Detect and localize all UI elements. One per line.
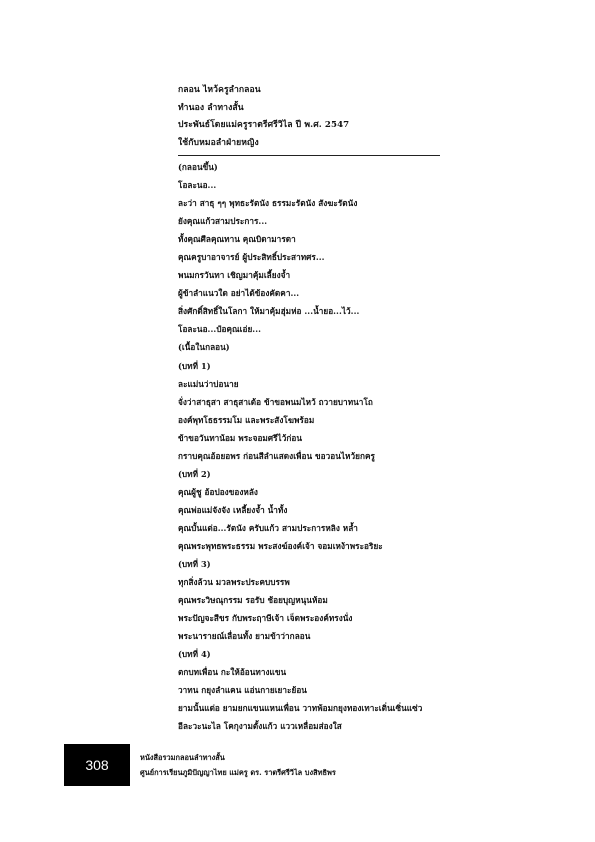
poem-line: องค์พุทโธธรรมโม และพระสังโฆพร้อม — [178, 414, 315, 425]
poem-line: คุณบั้นแต่อ...รัตนัง ครับแก้ว สามประการหลิง หล้ำ — [178, 522, 358, 533]
poem-line: จั่งว่าสาธุสา สาธุสาเด้อ ข้าขอพนมไหว้ ถวายบาทนาโถ — [178, 396, 373, 407]
poem-line: ทุกสิ่งล้วน มวลพระประคบบรรพ — [178, 577, 290, 588]
poem-line: คุณครูบาอาจารย์ ผู้ประสิทธิ์ประสาทศร... — [178, 252, 325, 263]
poem-line: ทั้งคุณศีลคุณทาน คุณบิดามารดา — [178, 234, 296, 245]
poem-line: (บทที่ 2) — [178, 468, 211, 479]
poem-body — [178, 158, 468, 736]
page-number: 308 — [85, 757, 109, 773]
footer-publisher: ศูนย์การเรียนภูมิปัญญาไทย แม่ครู ดร. ราตรีศรีวิไล บงสิทธิพร — [140, 767, 336, 777]
page-footer — [64, 744, 424, 790]
poem-line: คุณพ่อแม่จังจัง เหลี้ยงจ้ำ น้ำทั้ง — [178, 504, 288, 515]
poem-line: กราบคุณอ้อยอพร ก่อนสีลำแสดงเพื่อน ขอวอนไหว้ยกครู — [178, 450, 375, 461]
poem-line: อีละวะนะไล โคกุงามตั้งแก้ว แววเหลื่อมส่องใส — [178, 721, 342, 732]
poem-line: สิ่งศักดิ์สิทธิ์ในโลกา ให้มาคุ้มฮุ่มห่อ ...น้ำยอ...ไว้... — [178, 306, 360, 317]
footer-book-title: หนังสือรวมกลอนลำทางสั้น — [140, 753, 225, 762]
poem-usage: ใช้กับหมอลำฝ่ายหญิง — [178, 137, 259, 148]
poem-line: ตกบทเพื่อน กะให้อ้อนทางแขน — [178, 667, 287, 678]
poem-line: พนมกรวันทา เชิญมาคุ้มเลี้ยงจ้ำ — [178, 270, 291, 281]
poem-line: โอละนอ...ป๋อคุณเอ่ย... — [178, 324, 261, 335]
poem-line: ยามนั้นแด่อ ยามยกแขนแหนเพื่อน วาทพ้อมกยุงทองเทาะเติ่นเซิ่นแซ่ว — [178, 703, 423, 714]
poem-line: (เนื้อในกลอน) — [178, 342, 230, 353]
poem-line: คุณพระวิษณุกรรม รอรับ ช้อยบุญหนุนห้อม — [178, 595, 328, 606]
header-divider — [178, 155, 440, 156]
poem-header — [178, 82, 438, 152]
poem-line: (บทที่ 3) — [178, 559, 211, 570]
poem-author: ประพันธ์โดยแม่ครูราตรีศรีวิไล ปี พ.ศ. 2547 — [178, 120, 350, 130]
poem-line: ละแม่นว่าบ่อนาย — [178, 378, 239, 389]
poem-line: ยังคุณแก้วสามประการ... — [178, 216, 268, 227]
poem-title: กลอน ไหว้ครูลำกลอน — [178, 85, 261, 95]
page-number-box — [64, 744, 130, 786]
poem-line: (กลอนขึ้น) — [178, 162, 218, 172]
poem-line: ข้าขอวันทาน้อม พระจอมศรีไว้ก่อน — [178, 432, 302, 443]
poem-line: คุณพระพุทธพระธรรม พระสงฆ์องค์เจ้า จอมเหง้าพระอริยะ — [178, 540, 383, 551]
poem-line: คุณผู้ชู อ้อปองของหลัง — [178, 486, 258, 497]
poem-line: พระนารายณ์เลื่อนทั้ง ยามข้าว่ากลอน — [178, 631, 311, 642]
poem-line: ผู้ข้าลำแนวใด อย่าได้ข้องคัดคา... — [178, 288, 300, 299]
poem-line: วาทน กยุงลำแคน แอ่นกายเยาะย้อน — [178, 685, 307, 696]
poem-line: (บทที่ 4) — [178, 649, 211, 660]
poem-line: โอละนอ... — [178, 180, 217, 191]
poem-line: (บทที่ 1) — [178, 360, 211, 371]
poem-line: ละว่า สาธุ ๆๆ พุทธะรัตนัง ธรรมะรัตนัง สังฆะรัตนัง — [178, 198, 358, 209]
poem-melody: ทำนอง ลำทางสั้น — [178, 102, 244, 113]
poem-line: พระปัญจะสีขร กับพระฤาษีเจ้า เจ็ดพระองค์ทรงนั่ง — [178, 613, 353, 624]
